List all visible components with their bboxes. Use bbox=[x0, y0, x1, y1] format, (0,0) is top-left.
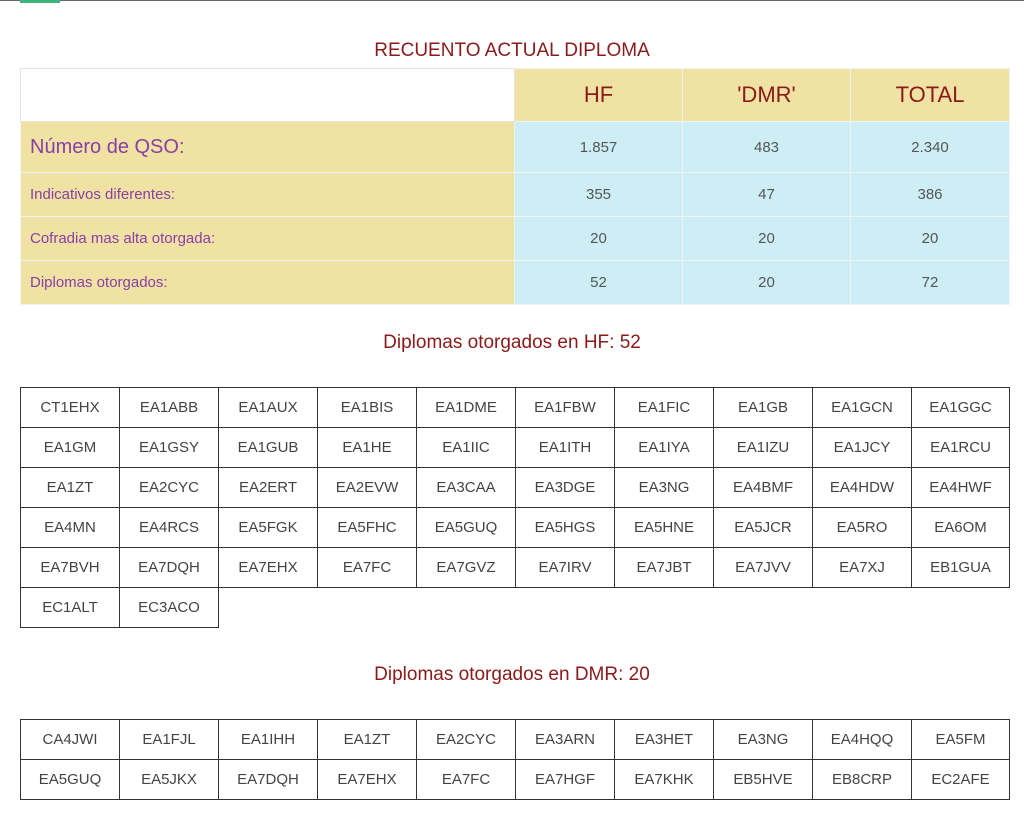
callsign-cell: EB8CRP bbox=[813, 760, 912, 800]
callsign-cell: EA7IRV bbox=[516, 548, 615, 588]
callsign-cell: CT1EHX bbox=[21, 388, 120, 428]
row-label: Indicativos diferentes: bbox=[21, 173, 515, 217]
callsign-cell: EA5FM bbox=[912, 720, 1010, 760]
summary-row-indicativos bbox=[21, 173, 1010, 217]
summary-row-qso bbox=[21, 122, 1010, 173]
dmr-callsign-grid bbox=[20, 719, 1010, 800]
callsign-cell: EA1HE bbox=[318, 428, 417, 468]
summary-row-diplomas bbox=[21, 261, 1010, 305]
callsign-cell: EA7FC bbox=[417, 760, 516, 800]
callsign-cell: EA5GUQ bbox=[417, 508, 516, 548]
callsign-cell: EB5HVE bbox=[714, 760, 813, 800]
hf-callsign-grid bbox=[20, 387, 1010, 628]
empty-cell bbox=[417, 588, 516, 628]
callsign-cell: EA1GUB bbox=[219, 428, 318, 468]
callsign-cell: EA2CYC bbox=[417, 720, 516, 760]
callsign-cell: EA2CYC bbox=[120, 468, 219, 508]
callsign-cell: EA4MN bbox=[21, 508, 120, 548]
callsign-cell: EA1ZT bbox=[318, 720, 417, 760]
value-cell: 72 bbox=[851, 261, 1010, 305]
row-label: Número de QSO: bbox=[21, 122, 515, 173]
callsign-cell: EA1AUX bbox=[219, 388, 318, 428]
callsign-cell: EA1FJL bbox=[120, 720, 219, 760]
callsign-cell: EA3DGE bbox=[516, 468, 615, 508]
callsign-cell: EA1DME bbox=[417, 388, 516, 428]
callsign-row bbox=[21, 508, 1010, 548]
callsign-cell: EA1IIC bbox=[417, 428, 516, 468]
value-cell: 20 bbox=[683, 261, 851, 305]
callsign-cell: EA7DQH bbox=[219, 760, 318, 800]
callsign-cell: EA1FIC bbox=[615, 388, 714, 428]
empty-cell bbox=[912, 588, 1010, 628]
callsign-cell: EA2ERT bbox=[219, 468, 318, 508]
dmr-diplomas-title: Diplomas otorgados en DMR: 20 bbox=[374, 664, 650, 685]
callsign-cell: EA1IYA bbox=[615, 428, 714, 468]
callsign-cell: EA5JKX bbox=[120, 760, 219, 800]
callsign-cell: CA4JWI bbox=[21, 720, 120, 760]
top-accent-bar bbox=[20, 0, 60, 3]
empty-cell bbox=[318, 588, 417, 628]
callsign-cell: EA4BMF bbox=[714, 468, 813, 508]
callsign-cell: EA1GGC bbox=[912, 388, 1010, 428]
value-cell: 20 bbox=[515, 217, 683, 261]
callsign-row bbox=[21, 388, 1010, 428]
callsign-cell: EA1ZT bbox=[21, 468, 120, 508]
callsign-cell: EA1FBW bbox=[516, 388, 615, 428]
callsign-cell: EA5JCR bbox=[714, 508, 813, 548]
callsign-cell: EA3HET bbox=[615, 720, 714, 760]
empty-cell bbox=[714, 588, 813, 628]
callsign-cell: EA7BVH bbox=[21, 548, 120, 588]
callsign-cell: EA2EVW bbox=[318, 468, 417, 508]
callsign-row bbox=[21, 428, 1010, 468]
callsign-cell: EA6OM bbox=[912, 508, 1010, 548]
callsign-row bbox=[21, 760, 1010, 800]
callsign-cell: EA5HGS bbox=[516, 508, 615, 548]
callsign-cell: EA1JCY bbox=[813, 428, 912, 468]
summary-table bbox=[20, 68, 1010, 305]
callsign-cell: EB1GUA bbox=[912, 548, 1010, 588]
callsign-row bbox=[21, 548, 1010, 588]
value-cell: 20 bbox=[851, 217, 1010, 261]
column-header-dmr: 'DMR' bbox=[683, 69, 851, 122]
callsign-cell: EA7GVZ bbox=[417, 548, 516, 588]
empty-cell bbox=[813, 588, 912, 628]
callsign-cell: EA7JBT bbox=[615, 548, 714, 588]
value-cell: 52 bbox=[515, 261, 683, 305]
top-border bbox=[0, 0, 1024, 1]
summary-row-cofradia bbox=[21, 217, 1010, 261]
callsign-cell: EA7FC bbox=[318, 548, 417, 588]
callsign-cell: EA7DQH bbox=[120, 548, 219, 588]
callsign-cell: EA7XJ bbox=[813, 548, 912, 588]
value-cell: 2.340 bbox=[851, 122, 1010, 173]
callsign-cell: EA1GM bbox=[21, 428, 120, 468]
callsign-cell: EA5GUQ bbox=[21, 760, 120, 800]
callsign-cell: EA3NG bbox=[615, 468, 714, 508]
value-cell: 355 bbox=[515, 173, 683, 217]
empty-cell bbox=[516, 588, 615, 628]
callsign-cell: EA7HGF bbox=[516, 760, 615, 800]
callsign-cell: EA4HDW bbox=[813, 468, 912, 508]
callsign-cell: EA1GSY bbox=[120, 428, 219, 468]
column-header-hf: HF bbox=[515, 69, 683, 122]
callsign-cell: EA7KHK bbox=[615, 760, 714, 800]
callsign-cell: EC1ALT bbox=[21, 588, 120, 628]
row-label: Cofradia mas alta otorgada: bbox=[21, 217, 515, 261]
callsign-cell: EA4HQQ bbox=[813, 720, 912, 760]
callsign-row bbox=[21, 588, 1010, 628]
row-label: Diplomas otorgados: bbox=[21, 261, 515, 305]
value-cell: 47 bbox=[683, 173, 851, 217]
summary-corner-cell bbox=[21, 69, 515, 122]
callsign-cell: EA1BIS bbox=[318, 388, 417, 428]
callsign-cell: EA1RCU bbox=[912, 428, 1010, 468]
summary-header-row bbox=[21, 69, 1010, 122]
hf-diplomas-title: Diplomas otorgados en HF: 52 bbox=[383, 332, 641, 353]
callsign-cell: EC3ACO bbox=[120, 588, 219, 628]
value-cell: 386 bbox=[851, 173, 1010, 217]
callsign-cell: EA7EHX bbox=[318, 760, 417, 800]
callsign-cell: EA5FGK bbox=[219, 508, 318, 548]
callsign-cell: EA5RO bbox=[813, 508, 912, 548]
callsign-row bbox=[21, 720, 1010, 760]
callsign-cell: EA5FHC bbox=[318, 508, 417, 548]
callsign-cell: EA4RCS bbox=[120, 508, 219, 548]
callsign-cell: EA3NG bbox=[714, 720, 813, 760]
callsign-row bbox=[21, 468, 1010, 508]
summary-title: RECUENTO ACTUAL DIPLOMA bbox=[374, 40, 650, 61]
callsign-cell: EA1ABB bbox=[120, 388, 219, 428]
empty-cell bbox=[615, 588, 714, 628]
value-cell: 1.857 bbox=[515, 122, 683, 173]
callsign-cell: EA1IZU bbox=[714, 428, 813, 468]
callsign-cell: EA1IHH bbox=[219, 720, 318, 760]
callsign-cell: EA3CAA bbox=[417, 468, 516, 508]
empty-cell bbox=[219, 588, 318, 628]
callsign-cell: EA1GB bbox=[714, 388, 813, 428]
callsign-cell: EA5HNE bbox=[615, 508, 714, 548]
value-cell: 483 bbox=[683, 122, 851, 173]
callsign-cell: EC2AFE bbox=[912, 760, 1010, 800]
callsign-cell: EA7EHX bbox=[219, 548, 318, 588]
callsign-cell: EA1ITH bbox=[516, 428, 615, 468]
callsign-cell: EA3ARN bbox=[516, 720, 615, 760]
value-cell: 20 bbox=[683, 217, 851, 261]
callsign-cell: EA1GCN bbox=[813, 388, 912, 428]
column-header-total: TOTAL bbox=[851, 69, 1010, 122]
callsign-cell: EA7JVV bbox=[714, 548, 813, 588]
callsign-cell: EA4HWF bbox=[912, 468, 1010, 508]
